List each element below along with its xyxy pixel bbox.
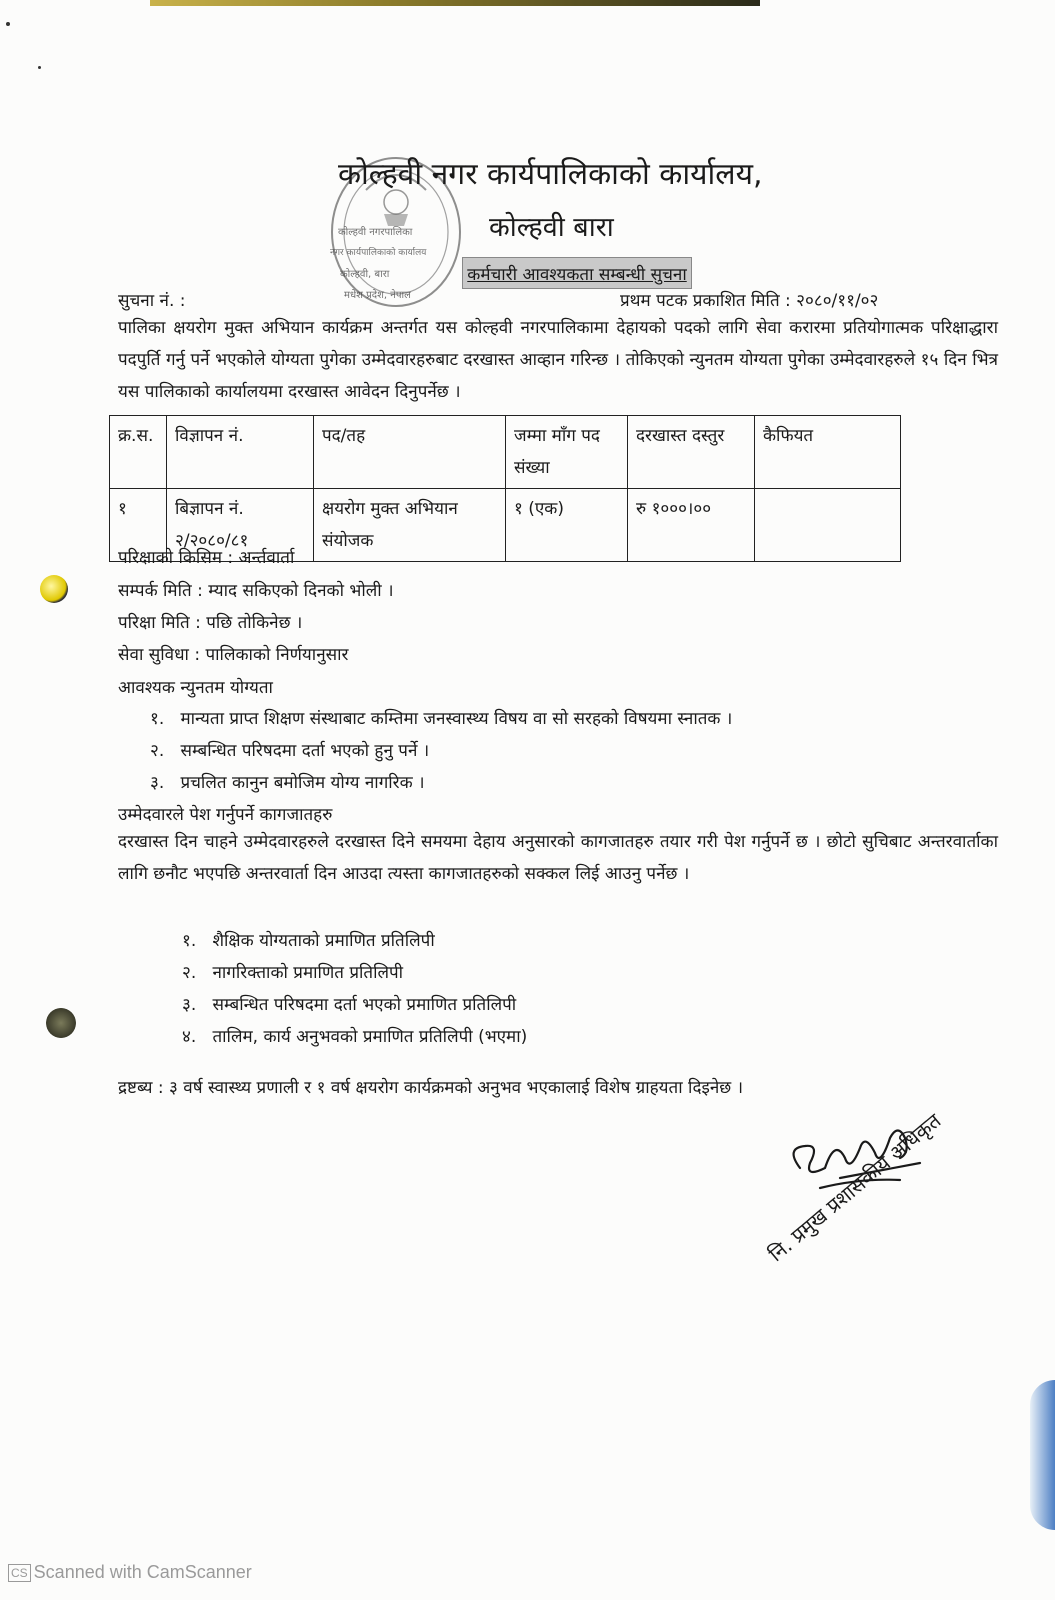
scan-speck [38,66,41,69]
qualification-num: २. [150,741,165,761]
qualification-text: प्रचलित कानुन बमोजिम योग्य नागरिक । [180,773,425,793]
qualification-item [150,770,425,793]
col-header-adv-no: विज्ञापन नं. [167,416,314,489]
cell-remarks [755,489,901,562]
punch-hole-mark [40,575,68,603]
qualification-item [150,706,732,729]
document-text: नागरिक्ताको प्रमाणित प्रतिलिपी [212,963,404,983]
col-header-remarks: कैफियत [755,416,901,489]
documents-paragraph: दरखास्त दिन चाहने उम्मेदवारहरुले दरखास्त दिने समयमा देहाय अनुसारको कागजातहरु तयार गरी पेश गर्नुपर्ने छ । छोटो सुचिबाट अन्तरवार्ताका लागि छनौट भएपछि अन्तरवार्ता दिन आउदा त्यस्ता कागजातहरुको सक्कल लिई आउनु पर्नेछ । [118,832,998,884]
top-scan-strip [150,0,760,6]
qualification-text: मान्यता प्राप्त शिक्षण संस्थाबाट कम्तिमा जनस्वास्थ्य विषय वा सो सरहको विषयमा स्नातक । [180,709,733,729]
signatory-role: नि. प्रमुख प्रशासकीय अधिकृत [763,1108,946,1267]
cell-demand: १ (एक) [506,489,628,562]
document-item [182,992,516,1015]
service-facility: सेवा सुविधा : पालिकाको निर्णयानुसार [118,645,349,665]
punch-hole-mark [46,1008,76,1038]
col-header-sn: क्र.स. [110,416,167,489]
notice-subject: कर्मचारी आवश्यकता सम्बन्धी सुचना [462,257,692,289]
document-item [182,1024,527,1047]
document-item [182,960,403,983]
documents-heading: उम्मेदवारले पेश गर्नुपर्ने कागजातहरु [118,805,333,825]
contact-date: सम्पर्क मिति : म्याद सकिएको दिनको भोली । [118,581,394,601]
note: द्रष्टब्य : ३ वर्ष स्वास्थ्य प्रणाली र १ वर्ष क्षयरोग कार्यक्रमको अनुभव भएकालाई विशेष ग्राहयता दिइनेछ । [118,1078,744,1098]
published-date: प्रथम पटक प्रकाशित मिति : २०८०/११/०२ [620,291,879,311]
document-num: १. [182,931,197,951]
qualification-text: सम्बन्धित परिषदमा दर्ता भएको हुनु पर्ने । [180,741,430,761]
table-header-row [110,416,901,489]
notice-number: सुचना नं. : [118,291,186,311]
intro-paragraph: पालिका क्षयरोग मुक्त अभियान कार्यक्रम अन्तर्गत यस कोल्हवी नगरपालिकामा देहायको पदको लागि सेवा करारमा प्रतियोगात्मक परिक्षाद्धारा पदपुर्ति गर्नु पर्ने भएकोले योग्यता पुगेका उम्मेदवारहरुबाट दरखास्त आव्हान गरिन्छ । तोकिएको न्युनतम योग्यता पुगेका उम्मेदवारहरुले १५ दिन भित्र यस पालिकाको कार्यालयमा दरखास्त आवेदन दिनुपर्नेछ । [118,318,998,402]
qualification-num: १. [150,709,165,729]
svg-text:कोल्हवी नगरपालिका: कोल्हवी नगरपालिका [338,227,413,238]
cell-adv-no: बिज्ञापन नं. २/२०८०/८१ [167,489,314,562]
document-num: २. [182,963,197,983]
camscanner-watermark [8,1562,252,1583]
document-item [182,928,435,951]
col-header-fee: दरखास्त दस्तुर [628,416,755,489]
svg-text:मधेश प्रदेश, नेपाल: मधेश प्रदेश, नेपाल [344,290,411,301]
svg-text:कोल्हवी, बारा: कोल्हवी, बारा [340,269,390,280]
vacancy-table [109,415,901,562]
cell-sn: १ [110,489,167,562]
document-text: सम्बन्धित परिषदमा दर्ता भएको प्रमाणित प्रतिलिपी [212,995,517,1015]
document-num: ३. [182,995,197,1015]
scan-edge-artifact [1030,1380,1055,1530]
office-title: कोल्हवी नगर कार्यपालिकाको कार्यालय, [338,157,763,192]
qualification-item [150,738,429,761]
qualification-num: ३. [150,773,165,793]
document-num: ४. [182,1027,197,1047]
col-header-demand: जम्मा माँग पद संख्या [506,416,628,489]
exam-date: परिक्षा मिति : पछि तोकिनेछ । [118,613,303,633]
exam-type: परिक्षाको किसिम : अर्न्तवार्ता [118,548,295,568]
watermark-text: Scanned with CamScanner [33,1562,252,1582]
document-text: तालिम, कार्य अनुभवको प्रमाणित प्रतिलिपी (भएमा) [212,1027,528,1047]
scan-speck [6,22,10,26]
document-text: शैक्षिक योग्यताको प्रमाणित प्रतिलिपी [212,931,435,951]
col-header-post: पद/तह [314,416,506,489]
camscanner-logo-icon: CS [8,1564,31,1582]
svg-text:नगर कार्यपालिकाको कार्यालय: नगर कार्यपालिकाको कार्यालय [330,248,427,258]
cell-fee: रु १०००।०० [628,489,755,562]
office-location: कोल्हवी बारा [489,212,614,243]
min-qualification-heading: आवश्यक न्युनतम योग्यता [118,678,273,698]
cell-post: क्षयरोग मुक्त अभियान संयोजक [314,489,506,562]
